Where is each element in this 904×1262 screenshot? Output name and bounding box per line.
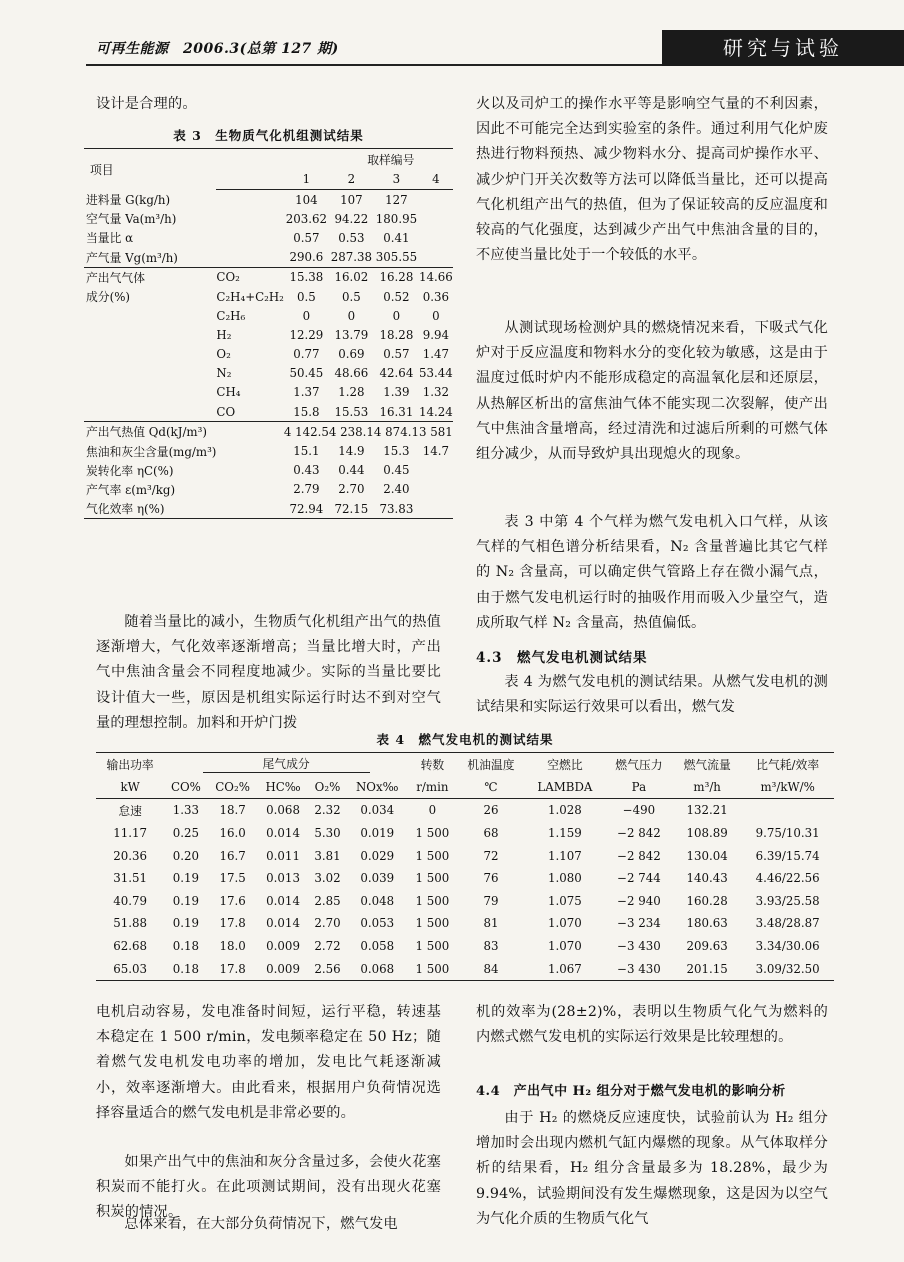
table3-cell: 2.79 <box>293 482 320 497</box>
table4-cell: 0.19 <box>172 916 200 931</box>
table3-row <box>84 228 453 247</box>
table4-cell: 16.0 <box>219 826 246 841</box>
table3-row-component <box>216 248 283 268</box>
table3-cell: 0.52 <box>383 289 410 304</box>
table4-cell: 1.070 <box>548 939 582 954</box>
table4-cell: 2.70 <box>314 916 341 931</box>
table4-header-pressure: 燃气压力 <box>605 753 673 776</box>
table4-cell: 0.034 <box>360 803 395 818</box>
table4-cell: 1.33 <box>172 803 200 818</box>
table3-cell: 0.41 <box>383 230 410 245</box>
table3-row <box>84 364 453 383</box>
table3-row <box>84 190 453 210</box>
table3-col-header: 3 <box>374 169 419 190</box>
table4-cell: 0.19 <box>172 893 200 908</box>
table4-cell: 81 <box>483 916 499 931</box>
table4-cell: 0.18 <box>172 939 200 954</box>
table3-cell: 1.32 <box>422 385 449 400</box>
table4-row <box>96 844 834 867</box>
table4-cell: 3.81 <box>314 848 341 863</box>
table3-row-component <box>216 228 283 247</box>
table4-cell: 1 500 <box>415 848 450 863</box>
table4-cell: 0.058 <box>360 939 395 954</box>
table4-row <box>96 822 834 845</box>
table3-row <box>84 402 453 422</box>
table4-cell: 1.159 <box>548 826 582 841</box>
table3-row-label <box>84 402 216 422</box>
table4-cell: 2.72 <box>314 939 341 954</box>
table4-cell: 1 500 <box>408 957 457 980</box>
table3-cell: 0.44 <box>338 463 365 478</box>
table4-cell <box>741 799 834 822</box>
paragraph-right-4: 表 4 为燃气发电机的测试结果。从燃气发电机的测试结果和实际运行效果可以看出，燃气发 <box>476 674 828 716</box>
table3-row-component: C₂H₆ <box>216 308 246 323</box>
table3-row-label <box>84 383 216 402</box>
table4-cell: 5.30 <box>314 826 341 841</box>
table3-cell: 203.62 <box>285 211 328 226</box>
paragraph-left-after-table3: 随着当量比的减小，生物质气化机组产出气的热值逐渐增大，气化效率逐渐增高；当量比增大时，产出气中焦油含量会不同程度地减少。实际的当量比要比设计值大一些，原因是机组实际运行时达不到对空气量的理想控制。加料和开炉门拨 <box>96 614 441 731</box>
table4-cell: 160.28 <box>686 893 728 908</box>
table3-cell: 48.66 <box>334 366 369 381</box>
table4-cell: 11.17 <box>113 826 148 841</box>
journal-header: 可再生能源 2006.3(总第 127 期) <box>96 41 339 57</box>
paragraph-bottom-right-2: 由于 H₂ 的燃烧反应速度快，试验前认为 H₂ 组分增加时会出现内燃机气缸内爆燃的现象。从气体取样分析的结果看，H₂ 组分含量最多为 18.28%，最少为 9.94%，试验期间没有发生爆燃现象，这是因为以空气为气化介质的生物质气化气 <box>476 1110 828 1227</box>
table3-row-label <box>84 325 216 344</box>
section-4-4-heading: 4.4 产出气中 H₂ 组分对于燃气发电机的影响分析 <box>476 1084 786 1099</box>
paragraph-bottom-left-2: 如果产出气中的焦油和灰分含量过多，会使火花塞积炭而不能打火。在此项测试期间，没有出现火花塞积炭的情况。 <box>96 1154 441 1221</box>
table4-row <box>96 799 834 822</box>
table3-cell: 2.70 <box>338 482 365 497</box>
table4-cell: 1 500 <box>415 893 450 908</box>
table3-row-label: 炭转化率 ηC(%) <box>86 463 174 478</box>
table4-cell: 31.51 <box>113 871 148 886</box>
table4-cell: 65.03 <box>96 957 164 980</box>
table4-cell: 3.34/30.06 <box>755 939 820 954</box>
table4-row <box>96 935 834 958</box>
table4-cell: −3 430 <box>617 939 661 954</box>
table3-row <box>84 383 453 402</box>
table4-cell: −2 744 <box>617 871 661 886</box>
table3-cell: 94.22 <box>334 211 369 226</box>
table4-cell: 3.48/28.87 <box>755 916 820 931</box>
table4-cell: 1 500 <box>415 871 450 886</box>
table4-cell: 0.011 <box>266 848 300 863</box>
table3-cell <box>419 190 453 210</box>
table3-row-label: 产出气气体 <box>84 267 216 287</box>
table4-unit: kW <box>96 776 164 799</box>
table3 <box>84 148 453 519</box>
table4-cell: 1.075 <box>548 893 582 908</box>
table4-cell: 0.009 <box>258 957 309 980</box>
table4-cell: −2 842 <box>617 826 661 841</box>
table4-header-exhaust: 尾气成分 <box>203 755 370 773</box>
table3-row <box>84 325 453 344</box>
paragraph-top-left: 设计是合理的。 <box>96 96 197 112</box>
table4-cell: 17.8 <box>208 957 258 980</box>
table4-cell: 0.25 <box>172 826 200 841</box>
table3-row-component: CH₄ <box>216 385 241 400</box>
table3-cell: 72.15 <box>329 499 374 519</box>
table3-cell: 12.29 <box>289 327 324 342</box>
table4-cell: 201.15 <box>673 957 741 980</box>
table4-cell: 2.32 <box>314 803 341 818</box>
table3-cell: 1.39 <box>383 385 410 400</box>
table4-cell: 0.019 <box>360 826 395 841</box>
table3-caption: 表 3 生物质气化机组测试结果 <box>173 128 364 143</box>
table4-header-oil: 机油温度 <box>457 753 525 776</box>
table4-cell: 132.21 <box>686 803 728 818</box>
table4-cell: 0 <box>428 803 437 818</box>
table3-row-label <box>84 345 216 364</box>
table3-cell: 15.53 <box>334 404 369 419</box>
table3-row-component: CO₂ <box>216 267 283 287</box>
table3-row-component <box>216 480 283 499</box>
table4-cell: 0.014 <box>266 893 300 908</box>
table4-cell: 1.107 <box>548 848 582 863</box>
table3-col-header: 4 <box>419 169 453 190</box>
table4-cell: 180.63 <box>686 916 728 931</box>
table4-cell: 0.014 <box>266 826 300 841</box>
table4-cell: 0.068 <box>347 957 408 980</box>
table3-cell: 290.6 <box>289 250 324 265</box>
table3-row <box>84 306 453 325</box>
table3-cell: 0.53 <box>338 230 365 245</box>
table3-cell: 14.7 <box>422 444 449 459</box>
table3-cell: 42.64 <box>379 366 414 381</box>
table3-cell: 4 238.1 <box>329 422 374 442</box>
table3-cell: 3 581 <box>419 422 453 442</box>
table4-cell: 18.0 <box>219 939 246 954</box>
table3-cell: 0.36 <box>422 289 449 304</box>
table3-row-component <box>216 441 283 460</box>
table3-cell: 0 <box>392 308 401 323</box>
table4-cell: 62.68 <box>113 939 148 954</box>
table4-cell: 16.7 <box>219 848 246 863</box>
table4-cell: 130.04 <box>686 848 728 863</box>
table3-cell: 73.83 <box>374 499 419 519</box>
table3-cell: 9.94 <box>422 327 449 342</box>
table4-cell: 1.070 <box>548 916 582 931</box>
table4-cell: 18.7 <box>219 803 246 818</box>
table3-cell: 0.45 <box>383 463 410 478</box>
table4-header-lambda: 空燃比 <box>525 753 605 776</box>
section-4-3-heading: 4.3 燃气发电机测试结果 <box>476 650 648 666</box>
table3-row <box>84 441 453 460</box>
table4-header-ratio: 比气耗/效率 <box>741 753 834 776</box>
table4-cell: 3.93/25.58 <box>755 893 820 908</box>
section-tab: 研究与试验 <box>662 30 904 66</box>
table3-cell: 4 874.1 <box>374 422 419 442</box>
table3-cell: 107 <box>340 192 363 207</box>
table4-cell: 2.85 <box>314 893 341 908</box>
table4-cell: 0.053 <box>360 916 395 931</box>
paragraph-bottom-left-3: 总体来看，在大部分负荷情况下，燃气发电 <box>124 1216 398 1232</box>
table3-cell <box>419 209 453 228</box>
table4-cell: 1.067 <box>525 957 605 980</box>
table3-cell: 16.02 <box>329 267 374 287</box>
table3-row-label: 进料量 G(kg/h) <box>86 192 171 207</box>
table3-cell: 2.40 <box>383 482 410 497</box>
table4-cell: 0.18 <box>164 957 207 980</box>
table3-row-label: 产气率 ε(m³/kg) <box>86 482 176 497</box>
table3-cell: 53.44 <box>418 366 453 381</box>
table4-header-speed: 转数 <box>408 753 457 776</box>
table3-sample-header: 取样编号 <box>329 149 453 170</box>
table4-unit: m³/kW/% <box>741 776 834 799</box>
table3-cell: 0 <box>432 308 440 323</box>
table3-row <box>84 461 453 480</box>
table4-cell: −3 430 <box>605 957 673 980</box>
table4-cell: −3 234 <box>617 916 661 931</box>
table3-row-label <box>84 306 216 325</box>
table4-cell: 1 500 <box>415 826 450 841</box>
table3-cell: 0.5 <box>342 289 361 304</box>
table4-row <box>96 957 834 980</box>
table3-cell: 0 <box>302 308 311 323</box>
table4-cell: 1.080 <box>548 871 582 886</box>
table4-cell: 0.068 <box>266 803 300 818</box>
table4-cell: 140.43 <box>686 871 728 886</box>
table4-cell: 1 500 <box>415 939 450 954</box>
table3-col-header: 1 <box>284 169 329 190</box>
table3-cell: 1.28 <box>338 385 365 400</box>
table3-cell: 0.69 <box>338 347 365 362</box>
table3-row-label <box>84 364 216 383</box>
table3-col-header: 2 <box>329 169 374 190</box>
table3-row <box>84 499 453 519</box>
table4-cell: 0.048 <box>360 893 395 908</box>
table3-cell: 1.47 <box>422 347 449 362</box>
table4-cell: 40.79 <box>113 893 148 908</box>
table3-cell: 0.77 <box>293 347 320 362</box>
table3-cell: 305.55 <box>375 250 418 265</box>
table4-cell: 0.009 <box>266 939 300 954</box>
table3-cell: 15.3 <box>383 444 410 459</box>
table3-cell <box>419 480 453 499</box>
table3-row-component <box>216 190 283 210</box>
table3-cell: 0.57 <box>383 347 410 362</box>
table4-cell: 1.028 <box>548 803 582 818</box>
table3-row <box>84 422 453 442</box>
table3-cell <box>419 499 453 519</box>
table4-cell: 17.6 <box>219 893 246 908</box>
table4-cell: 17.5 <box>219 871 246 886</box>
table4-header-flow: 燃气流量 <box>673 753 741 776</box>
table4-unit: HC‰ <box>258 776 309 799</box>
table4-cell: 0.19 <box>172 871 200 886</box>
paragraph-right-1: 火以及司炉工的操作水平等是影响空气量的不利因素，因此不可能完全达到实验室的条件。通过利用气化炉废热进行物料预热、减少物料水分、提高司炉操作水平、减少炉门开关次数等方法可以降低当量比，还可以提高气化机组产出气的热值，但为了保证较高的反应温度和较高的气化强度，达到减少产出气中焦油含量的目的，不应使当量比处于一个较低的水平。 <box>476 96 828 264</box>
table3-row <box>84 209 453 228</box>
table3-item-header: 项目 <box>84 149 216 190</box>
table3-cell: 14.66 <box>419 267 453 287</box>
table4-cell: 68 <box>483 826 499 841</box>
table4-unit: CO₂% <box>208 776 258 799</box>
table4-cell: −2 940 <box>617 893 661 908</box>
table3-cell: 15.38 <box>284 267 329 287</box>
table4-unit: CO% <box>164 776 207 799</box>
table4-cell: 9.75/10.31 <box>755 826 820 841</box>
table4-cell: 0.014 <box>266 916 300 931</box>
table3-cell: 0 <box>347 308 356 323</box>
table4-cell: −490 <box>622 803 656 818</box>
table3-row-label: 当量比 α <box>86 231 134 246</box>
table4-row <box>96 867 834 890</box>
table4-cell: 1 500 <box>415 916 450 931</box>
table3-cell: 127 <box>385 192 408 207</box>
table4-header-power: 输出功率 <box>96 753 164 776</box>
table3-cell <box>419 248 453 268</box>
paragraph-bottom-left-1: 电机启动容易，发电准备时间短，运行平稳，转速基本稳定在 1 500 r/min，发电频率稳定在 50 Hz；随着燃气发电机发电功率的增加，发电比气耗逐渐减小，效率逐渐增大。由此看来，根据用户负荷情况选择容量适合的燃气发电机是非常必要的。 <box>96 1004 441 1121</box>
table4-unit: ℃ <box>457 776 525 799</box>
table3-cell: 104 <box>295 192 318 207</box>
table3-cell: 72.94 <box>284 499 329 519</box>
table3-row-label: 气化效率 η(%) <box>84 499 216 519</box>
table3-cell: 16.31 <box>379 404 414 419</box>
table3-row <box>84 287 453 306</box>
table4-caption: 表 4 燃气发电机的测试结果 <box>376 732 554 747</box>
table3-cell: 180.95 <box>375 211 418 226</box>
table4-cell: 108.89 <box>686 826 728 841</box>
table4-unit: r/min <box>408 776 457 799</box>
table4-unit: NOx‰ <box>347 776 408 799</box>
table3-row-label: 产出气热值 Qd(kJ/m³) <box>84 422 216 442</box>
table4-cell: 209.63 <box>686 939 728 954</box>
table3-row-label: 成分(%) <box>86 290 131 305</box>
paragraph-right-2: 从测试现场检测炉具的燃烧情况来看，下吸式气化炉对于反应温度和物料水分的变化较为敏感，这是由于温度过低时炉内不能形成稳定的高温氧化层和还原层，从热解区析出的富焦油气体不能实现二次裂解，使产出气中焦油含量增高，经过清洗和过滤后所剩的可燃气体组分减少，从而导致炉具出现熄火的现象。 <box>476 320 828 463</box>
table3-cell: 15.1 <box>293 444 320 459</box>
table3-row-component: O₂ <box>216 347 231 362</box>
table4-cell: 0.20 <box>172 848 200 863</box>
header-rule <box>86 64 662 66</box>
table3-row-component <box>216 209 283 228</box>
table3-cell: 13.79 <box>334 327 369 342</box>
table4-cell: 51.88 <box>113 916 148 931</box>
table3-cell: 14.9 <box>338 444 365 459</box>
table3-row-label: 焦油和灰尘含量(mg/m³) <box>86 444 217 459</box>
table4-cell: 怠速 <box>118 803 142 818</box>
table3-row <box>84 248 453 268</box>
table4-cell: 26 <box>483 803 499 818</box>
table3-row-component <box>216 499 283 519</box>
table4-cell: 17.8 <box>219 916 246 931</box>
table4-cell: 83 <box>483 939 499 954</box>
table4-cell: 0.039 <box>360 871 395 886</box>
table4-cell: 72 <box>483 848 499 863</box>
table3-cell: 15.8 <box>293 404 320 419</box>
paragraph-bottom-right-1: 机的效率为(28±2)%，表明以生物质气化气为燃料的内燃式燃气发电机的实际运行效果是比较理想的。 <box>476 1004 828 1046</box>
table3-row-label: 产气量 Vg(m³/h) <box>86 250 178 265</box>
table4-row <box>96 912 834 935</box>
table3-cell: 1.37 <box>293 385 320 400</box>
table4-cell: 6.39/15.74 <box>755 848 820 863</box>
table4-unit: Pa <box>605 776 673 799</box>
table3-row-component: CO <box>216 404 236 419</box>
table3-cell <box>419 461 453 480</box>
table4-cell: 0.029 <box>360 848 395 863</box>
table3-row-component <box>216 422 283 442</box>
table4-cell: 20.36 <box>113 848 148 863</box>
table3-row-component: C₂H₄+C₂H₂ <box>216 289 284 304</box>
table3-cell <box>419 228 453 247</box>
table3-cell: 18.28 <box>379 327 414 342</box>
table4-unit: m³/h <box>673 776 741 799</box>
table3-row <box>84 267 453 287</box>
table4-cell: 3.02 <box>314 871 341 886</box>
table3-cell: 16.28 <box>374 267 419 287</box>
table3-row <box>84 345 453 364</box>
table4-unit: LAMBDA <box>525 776 605 799</box>
table4-cell: 79 <box>483 893 499 908</box>
table3-row-component <box>216 461 283 480</box>
table3-cell: 4 142.5 <box>284 422 329 442</box>
table4-cell: 76 <box>483 871 499 886</box>
table3-cell: 14.24 <box>418 404 453 419</box>
table3-row-label: 空气量 Va(m³/h) <box>86 212 177 227</box>
table3-cell: 287.38 <box>330 250 373 265</box>
table4-cell: 84 <box>457 957 525 980</box>
table3-row-component: N₂ <box>216 366 232 381</box>
table3-cell: 0.57 <box>293 230 320 245</box>
table4 <box>96 752 834 981</box>
table4-cell: 2.56 <box>308 957 346 980</box>
table4-cell: 0.013 <box>266 871 300 886</box>
table3-row-component: H₂ <box>216 327 232 342</box>
table4-cell: 3.09/32.50 <box>741 957 834 980</box>
table3-row <box>84 480 453 499</box>
table3-cell: 0.43 <box>293 463 320 478</box>
table4-row <box>96 890 834 913</box>
paragraph-right-3: 表 3 中第 4 个气样为燃气发电机入口气样，从该气样的气相色谱分析结果看，N₂ 含量普遍比其它气样的 N₂ 含量高，可以确定供气管路上存在微小漏气点，由于燃气发电机运行时的抽吸作用而吸入少量空气，造成所取气样 N₂ 含量高，热值偏低。 <box>476 514 828 631</box>
table4-cell: −2 842 <box>617 848 661 863</box>
table3-cell: 50.45 <box>289 366 324 381</box>
table3-cell: 0.5 <box>296 289 316 304</box>
table4-cell: 4.46/22.56 <box>755 871 820 886</box>
table4-unit: O₂% <box>308 776 346 799</box>
